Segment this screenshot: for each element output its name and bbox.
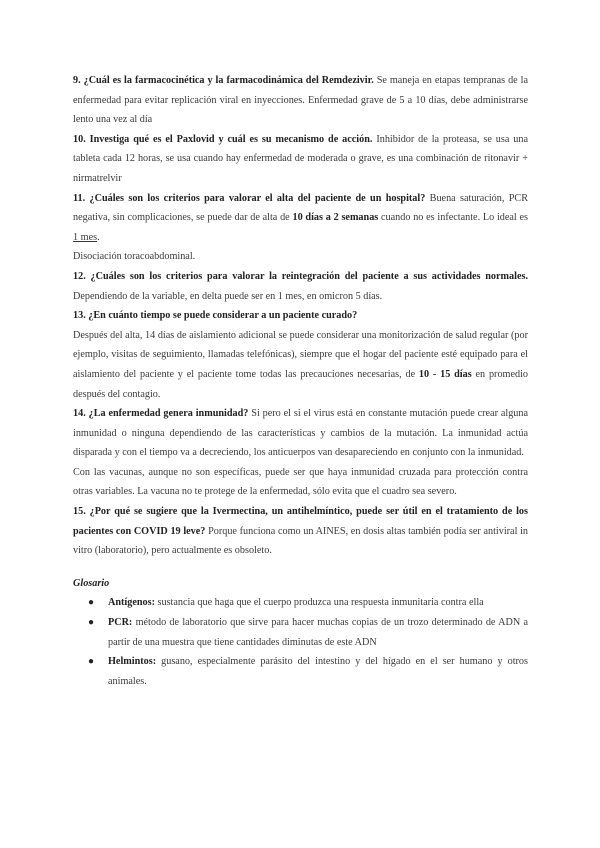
- question-12-title: 12. ¿Cuáles son los criterios para valorar la reintegración del paciente a sus actividades normales.: [73, 270, 528, 282]
- glossary-title: Glosario: [73, 577, 110, 589]
- question-14-answer: Si pero el si el virus está en constante mutación puede crear alguna inmunidad o ninguna dependiendo de las características y cambios de la mutación. La inmunidad actúa disparada y con el tiempo va a decreciendo, los anticuerpos van desapareciendo en conjunto con la inmunidad.: [73, 408, 528, 459]
- question-11-title: 11. ¿Cuáles son los criterios para valorar el alta del paciente de un hospital?: [73, 192, 426, 204]
- question-15: [73, 502, 528, 561]
- glossary-term: Helmintos:: [108, 656, 157, 668]
- question-13-answer-a: Después del alta, 14 días de aislamiento adicional se puede considerar una monitorización de salud regular (por ejemplo, visitas de seguimiento, llamadas telefónicas), siempre que el hogar del paciente esté equipado para el aislamiento del paciente y el paciente tome todas las precauciones necesarias, de: [73, 329, 528, 380]
- question-13-answer-bold: 10 - 15 días: [418, 368, 472, 380]
- bullet-icon: ●: [88, 617, 95, 629]
- glossary-list: [73, 593, 528, 691]
- question-10: [73, 130, 528, 189]
- question-11-answer-bold: 10 días a 2 semanas: [292, 212, 379, 224]
- question-15-answer: Porque funciona como un AINES, en dosis altas también podía ser antiviral in vitro (laboratorio), pero actualmente es obsoleto.: [73, 525, 529, 557]
- question-10-answer: Inhibidor de la proteasa, se usa una tableta cada 12 horas, se usa cuando hay enfermedad de moderada o grave, es una combinación de ritonavir + nirmatrelvir: [73, 133, 529, 184]
- question-12-answer: Dependiendo de la variable, en delta puede ser en 1 mes, en omicron 5 días.: [73, 290, 383, 302]
- question-11-answer-a: Buena saturación, PCR negativa, sin complicaciones, se puede dar de alta de: [73, 192, 528, 224]
- question-14-extra: Con las vacunas, aunque no son específicas, puede ser que haya inmunidad cruzada para protección contra otras variables. La vacuna no te protege de la enfermedad, sólo evita que el cuadro sea severo.: [73, 466, 528, 498]
- glossary-term: PCR:: [108, 617, 133, 629]
- question-10-title: 10. Investiga qué es el Paxlovid y cuál es su mecanismo de acción.: [73, 133, 373, 145]
- question-14-title: 14. ¿La enfermedad genera inmunidad?: [73, 408, 249, 420]
- question-9-title: 9. ¿Cuál es la farmacocinética y la farmacodinámica del Remdezivir.: [73, 75, 374, 86]
- question-13-answer: [73, 326, 528, 404]
- question-11-answer-c: .: [97, 231, 100, 243]
- question-15-title: 15. ¿Por qué se sugiere que la Ivermectina, un antihelmíntico, puede ser útil en el tratamiento de los pacientes con COVID 19 leve?: [73, 506, 528, 537]
- question-11: [73, 189, 528, 248]
- glossary-item: [88, 593, 528, 613]
- glossary-definition: gusano, especialmente parásito del intestino y del hígado en el ser humano y otros animales.: [108, 656, 528, 687]
- question-11-extra: Disociación toracoabdominal.: [73, 251, 196, 263]
- section-spacer: [73, 561, 528, 574]
- bullet-icon: ●: [88, 597, 95, 609]
- question-9: [73, 71, 528, 130]
- question-12: [73, 267, 528, 306]
- glossary-term: Antígenos:: [108, 597, 155, 609]
- question-13-answer-b: en promedio después del contagio.: [73, 368, 528, 400]
- question-9-answer: Se maneja en etapas tempranas de la enfermedad para evitar replicación viral en inyecciones. Enfermedad grave de 5 a 10 días, debe administrarse lento una vez al día: [73, 75, 528, 126]
- glossary-definition: método de laboratorio que sirve para hacer muchas copias de un trozo determinado de ADN a partir de una muestra que tiene cantidades diminutas de este ADN: [108, 617, 528, 648]
- glossary-item: [88, 652, 528, 691]
- question-14: [73, 404, 528, 463]
- question-13-title: 13. ¿En cuánto tiempo se puede considerar a un paciente curado?: [73, 310, 358, 322]
- question-13-title-line: [73, 306, 528, 326]
- question-11-answer-underline: 1 mes: [73, 231, 98, 243]
- question-11-answer-b: cuando no es infectante. Lo ideal es: [378, 212, 529, 224]
- glossary-definition: sustancia que haga que el cuerpo produzca una respuesta inmunitaria contra ella: [154, 597, 484, 609]
- glossary-item: [88, 613, 528, 652]
- bullet-icon: ●: [88, 656, 95, 668]
